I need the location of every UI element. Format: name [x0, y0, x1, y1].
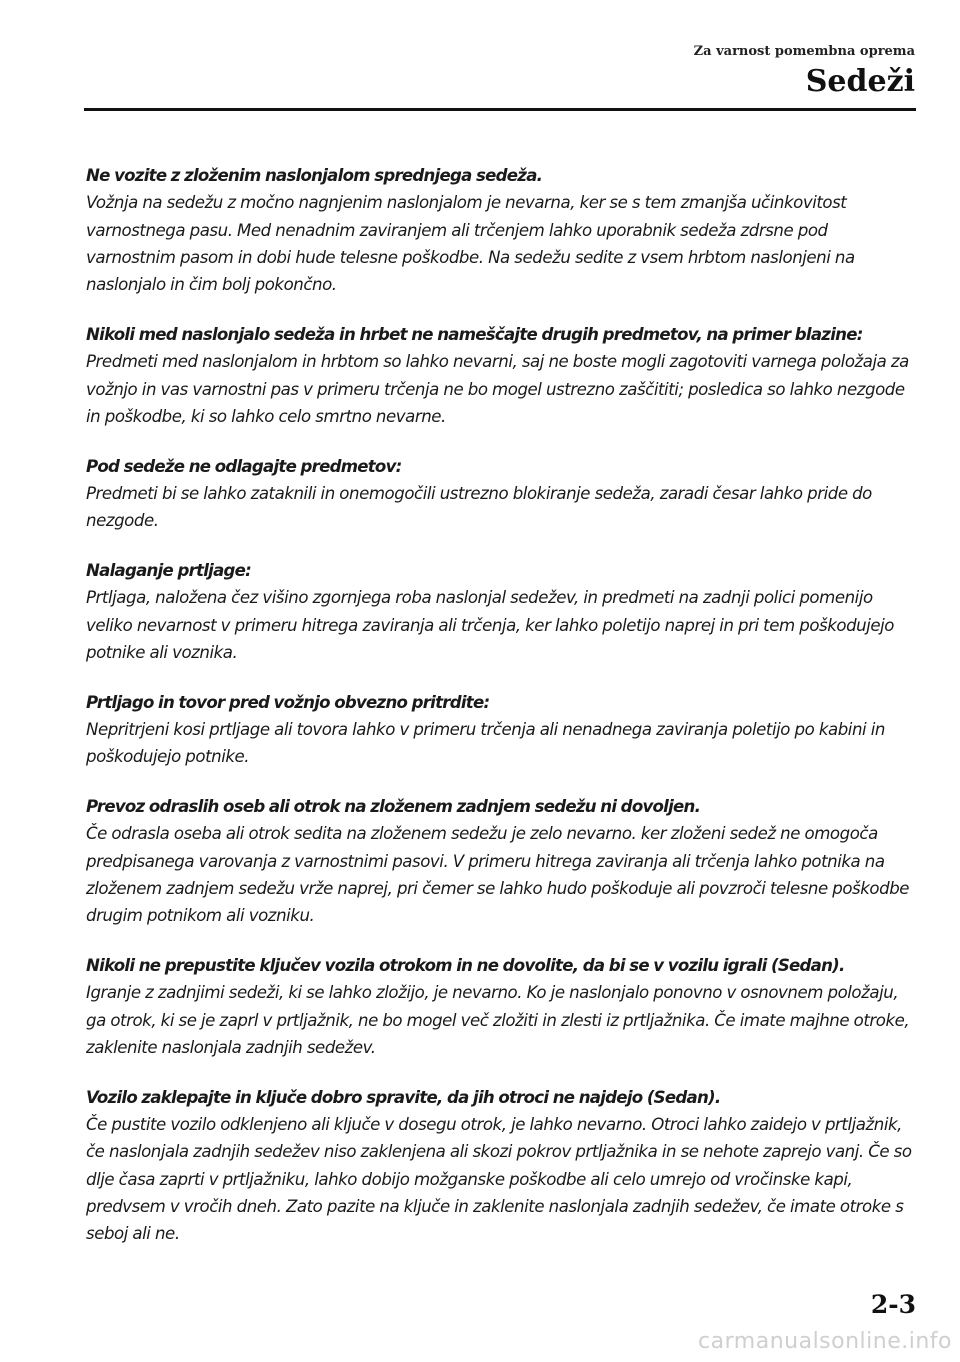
warning-section — [86, 321, 920, 430]
warning-section — [86, 793, 920, 929]
warning-body: Nepritrjeni kosi prtljage ali tovora lahko v primeru trčenja ali nenadnega zaviranja poletijo po kabini in poškodujejo potnike. — [86, 720, 885, 767]
warning-section — [86, 557, 920, 666]
warning-body: Vožnja na sedežu z močno nagnjenim naslonjalom je nevarna, ker se s tem zmanjša učinkovitost varnostnega pasu. Med nenadnim zaviranjem ali trčenjem lahko uporabnik sedeža zdrsne pod varnostnim pasom in dobi hude telesne poškodbe. Na sedežu sedite z vsem hrbtom naslonjeni na naslonjalo in čim bolj pokončno. — [86, 193, 855, 295]
warning-body: Če pustite vozilo odklenjeno ali ključe v dosegu otrok, je lahko nevarno. Otroci lahko zaidejo v prtljažnik, če naslonjala zadnjih sedežev niso zaklenjena ali skozi pokrov prtljažnika in se nehote zaprejo vanj. Če so dlje časa zaprti v prtljažniku, lahko dobijo možganske poškodbe ali celo umrejo od vročinske kapi, predvsem v vročih dneh. Zato pazite na ključe in zaklenite naslonjala zadnjih sedežev, če imate otroke s seboj ali ne. — [86, 1115, 912, 1244]
section-title: Sedeži — [805, 64, 915, 99]
header-divider — [84, 108, 916, 111]
warning-body: Prtljaga, naložena čez višino zgornjega roba naslonjal sedežev, in predmeti na zadnji polici pomenijo veliko nevarnost v primeru hitrega zaviranja ali trčenja, ker lahko poletijo naprej in pri tem poškodujejo potnike ali voznika. — [86, 588, 895, 662]
warning-section — [86, 952, 920, 1061]
warning-section — [86, 453, 920, 535]
warning-section — [86, 689, 920, 771]
warning-section — [86, 1084, 920, 1248]
warning-heading: Nikoli med naslonjalo sedeža in hrbet ne nameščajte drugih predmetov, na primer blazine: — [86, 324, 863, 344]
site-watermark: carmanualsonline.info — [698, 1329, 952, 1354]
page-header — [0, 0, 960, 120]
warning-heading: Ne vozite z zloženim naslonjalom sprednjega sedeža. — [86, 166, 543, 185]
warning-text-body — [86, 162, 920, 1270]
warning-body: Igranje z zadnjimi sedeži, ki se lahko zložijo, je nevarno. Ko je naslonjalo ponovno v osnovnem položaju, ga otrok, ki se je zaprl v prtljažnik, ne bo mogel več zložiti in zlesti iz prtljažnika. Če imate majhne otroke, zaklenite naslonjala zadnjih sedežev. — [86, 983, 910, 1058]
warning-heading: Pod sedeže ne odlagajte predmetov: — [86, 456, 402, 476]
warning-heading: Nalaganje prtljage: — [86, 561, 252, 581]
chapter-subtitle: Za varnost pomembna oprema — [693, 44, 915, 59]
warning-heading: Prtljago in tovor pred vožnjo obvezno pritrdite: — [86, 692, 490, 712]
warning-body: Predmeti bi se lahko zataknili in onemogočili ustrezno blokiranje sedeža, zaradi česar lahko pride do nezgode. — [86, 483, 872, 531]
warning-body: Predmeti med naslonjalom in hrbtom so lahko nevarni, saj ne boste mogli zagotoviti varnega položaja za vožnjo in vas varnostni pas v primeru trčenja ne bo mogel ustrezno zaščititi; posledica so lahko nezgode in poškodbe, ki so lahko celo smrtno nevarne. — [86, 352, 909, 426]
warning-heading: Prevoz odraslih oseb ali otrok na zloženem zadnjem sedežu ni dovoljen. — [86, 797, 701, 817]
page-number: 2-3 — [870, 1290, 916, 1319]
warning-heading: Nikoli ne prepustite ključev vozila otrokom in ne dovolite, da bi se v vozilu igrali (Sedan). — [86, 956, 845, 976]
warning-body: Če odrasla oseba ali otrok sedita na zloženem sedežu je zelo nevarno. ker zloženi sedež ne omogoča predpisanega varovanja z varnostnimi pasovi. V primeru hitrega zaviranja ali trčenja lahko potnika na zloženem zadnjem sedežu vrže naprej, pri čemer se lahko hudo poškoduje ali povzroči telesne poškodbe drugim potnikom ali vozniku. — [86, 824, 910, 926]
warning-section — [86, 162, 920, 298]
warning-heading: Vozilo zaklepajte in ključe dobro spravite, da jih otroci ne najdejo (Sedan). — [86, 1087, 721, 1107]
